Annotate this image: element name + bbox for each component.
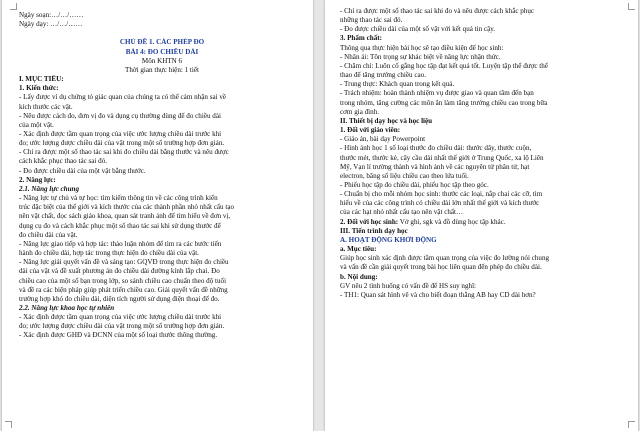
- paragraph-line: - Đo được chiều dài của một số vật với kết quả tin cậy.: [340, 25, 496, 34]
- science-competence-heading: 2.2. Năng lực khoa học tự nhiên: [19, 303, 115, 312]
- page-corner-mark: [628, 3, 635, 10]
- student-text: Vở ghi, sgk và đồ dùng học tập khác.: [398, 217, 506, 226]
- paragraph-line: và vấn đề cần giải quyết trong bài học liên quan đến phép đo chiều dài.: [340, 263, 542, 272]
- document-page-right: [325, 0, 638, 431]
- paragraph-line: những thao tác sai đó.: [340, 16, 403, 25]
- paragraph-line: electron, băng số liệu chiều cao theo lứa tuổi.: [340, 171, 469, 180]
- paragraph-line: - Chỉ ra được một số thao tác sai khi đo và nêu được cách khắc phục: [340, 7, 535, 15]
- paragraph-line: kích thước các vật.: [19, 102, 73, 111]
- chapter-title: CHỦ ĐỀ 1. CÁC PHÉP ĐO: [119, 38, 205, 47]
- paragraph-line: - Xác định được GHĐ và ĐCNN của một số loại thước thông thường.: [19, 331, 218, 340]
- objectives-heading: I. MỤC TIÊU:: [19, 75, 64, 84]
- paragraph-line: cách khắc phục thao tác sai đó.: [19, 157, 108, 166]
- paragraph-line: - Chỉ ra được một số thao tác sai khi đo chiều dài bằng thước và nêu được: [19, 148, 229, 157]
- paragraph-line: - Lấy được ví dụ chứng tỏ giác quan của chúng ta có thể cảm nhận sai về: [19, 93, 227, 102]
- goal-heading: a. Mục tiêu:: [340, 245, 377, 254]
- paragraph-line: - Xác định được tầm quan trọng của việc ước lượng chiều dài trước khi: [19, 313, 222, 322]
- paragraph-line: thước mét, thước kẻ, cây cầu dài nhất thế giới ở Trung Quốc, xa lộ Liên: [340, 153, 544, 162]
- paragraph-line: - Phiếu học tập đo chiều dài, phiếu học tập theo góc.: [340, 180, 489, 189]
- paragraph-line: - Giáo án, bài dạy Powerpoint: [340, 135, 426, 144]
- paragraph-line: hiểu về của các công trình có chiều dài lớn nhất thế giới và kích thước: [340, 199, 540, 208]
- paragraph-line: - Hình ảnh học 1 số loại thước đo chiều dài: thước dây, thước cuộn,: [340, 144, 532, 153]
- paragraph-line: - Năng lực giải quyết vấn đề và sáng tạo: GQVĐ trong thực hiện đo chiều: [19, 258, 229, 267]
- general-competence-heading: 2.1. Năng lực chung: [19, 184, 80, 193]
- subject-line: Môn KHTN 6: [141, 56, 183, 65]
- paragraph-line: trúc đặc biệt của thế giới và kích thước của các thành phần nhỏ nhất cấu tạo: [19, 203, 235, 212]
- paragraph-line: Giúp học sinh xác định được tầm quan trọng của việc đo lường nói chung: [340, 254, 550, 263]
- duration-line: Thời gian thực hiện: 1 tiết: [125, 65, 199, 74]
- knowledge-heading: 1. Kiến thức:: [19, 84, 59, 93]
- paragraph-line: - Chăm chỉ: Luôn cố gắng học tập đạt kết quả tốt. Luyện tập thể được thể: [340, 61, 548, 70]
- paragraph-line: đo; ước lượng được chiều dài của vật trong một số trường hợp đơn giản.: [19, 322, 225, 331]
- paragraph-line: dụng cụ đo và cách khắc phục một số thao tác sai khi sử dụng thước để: [19, 221, 221, 230]
- student-line: [340, 218, 628, 227]
- paragraph-line: - Trung thực: Khách quan trong kết quả.: [340, 80, 455, 89]
- paragraph-line: - Trách nhiệm: hoàn thành nhiệm vụ được giao và quan tâm đến bạn: [340, 89, 534, 98]
- teaching-date: Ngày dạy: …/…/……: [19, 20, 83, 29]
- paragraph-line: của một vật.: [19, 120, 54, 129]
- paragraph-line: - TH1: Quan sát hình vẽ và cho biết đoạn thẳng AB hay CD dài hơn?: [340, 290, 536, 299]
- student-heading: 2. Đối với học sinh:: [340, 217, 399, 226]
- page-corner-mark: [5, 421, 12, 428]
- page-corner-mark: [10, 3, 17, 10]
- paragraph-line: - Chuẩn bị cho mỗi nhóm học sinh: thước các loại, nắp chai các cỡ, tìm: [340, 190, 543, 199]
- paragraph-line: - Nêu được cách đo, đơn vị đo và dụng cụ thường dùng để đo chiều dài: [19, 111, 221, 120]
- prep-date: Ngày soạn:…/…/……: [19, 11, 84, 19]
- paragraph-line: hành đo chiều dài, hợp tác trong thực hiện đo chiều dài của vật.: [19, 249, 199, 258]
- paragraph-line: chiều cao của một số bạn trong lớp, so sánh chiều cao chuẩn theo độ tuổi: [19, 276, 227, 285]
- content-heading: b. Nội dung:: [340, 272, 378, 281]
- paragraph-line: nên vật chất, đọc sách giáo khoa, quan sát tranh ảnh để tìm hiểu về đơn vị,: [19, 212, 231, 221]
- paragraph-line: - Nhân ái: Tôn trọng sự khác biệt về năng lực nhận thức.: [340, 52, 501, 61]
- lesson-title: BÀI 4: ĐO CHIỀU DÀI: [125, 47, 199, 56]
- competence-heading: 2. Năng lực:: [19, 175, 56, 184]
- activity-heading: A. HOẠT ĐỘNG KHỞI ĐỘNG: [340, 235, 437, 244]
- paragraph-line: của các hạt nhỏ nhất cấu tạo nên vật chất…: [340, 208, 464, 217]
- paragraph-line: đo; ước lượng được chiều dài của vật trong một số trường hợp đơn giản.: [19, 139, 225, 148]
- paragraph-line: - Đo được chiều dài của một vật bằng thước.: [19, 166, 146, 175]
- paragraph-line: - Xác định được tầm quan trọng của việc ước lượng chiều dài trước khi: [19, 130, 222, 139]
- paragraph-line: Thông qua thực hiện bài học sẽ tạo điều kiện để học sinh:: [340, 43, 504, 52]
- document-page-left: [2, 0, 313, 431]
- paragraph-line: cơm gia đình.: [340, 107, 380, 116]
- page-corner-mark: [628, 421, 635, 428]
- paragraph-line: dài của vật và đề xuất phương án đo chiều dài đường kính lắp chai. Đo: [19, 267, 220, 276]
- paragraph-line: và đề ra các biện pháp giúp phát triển chiều cao. Giải quyết vấn đề những: [19, 285, 228, 294]
- equipment-heading: II. Thiết bị dạy học và học liệu: [340, 116, 433, 125]
- teacher-heading: 1. Đối với giáo viên:: [340, 126, 401, 135]
- paragraph-line: - Năng lực tự chủ và tự học: tìm kiếm thông tin về các công trình kiến: [19, 194, 218, 203]
- paragraph-line: thao để tăng trưởng chiều cao.: [340, 71, 426, 80]
- qualities-heading: 3. Phẩm chất:: [340, 34, 382, 43]
- process-heading: III. Tiến trình dạy học: [340, 226, 408, 235]
- paragraph-line: Mỹ, Vạn lí trường thành và hình ảnh về các nguyên tử phân tử, hạt: [340, 162, 530, 171]
- paragraph-line: trường hợp khó đo chiều dài, diện tích người sử dụng điện thoại để đo.: [19, 294, 220, 303]
- paragraph-line: - Năng lực giao tiếp và hợp tác: thảo luận nhóm để tìm ra các bước tiến: [19, 239, 222, 248]
- paragraph-line: đo chiều dài của vật.: [19, 230, 78, 239]
- paragraph-line: trong nhóm, tăng cường các môn ăn làm tăng trưởng chiều cao trong bữa: [340, 98, 548, 107]
- paragraph-line: GV nêu 2 tình huống có vấn đề để HS suy nghĩ:: [340, 281, 477, 290]
